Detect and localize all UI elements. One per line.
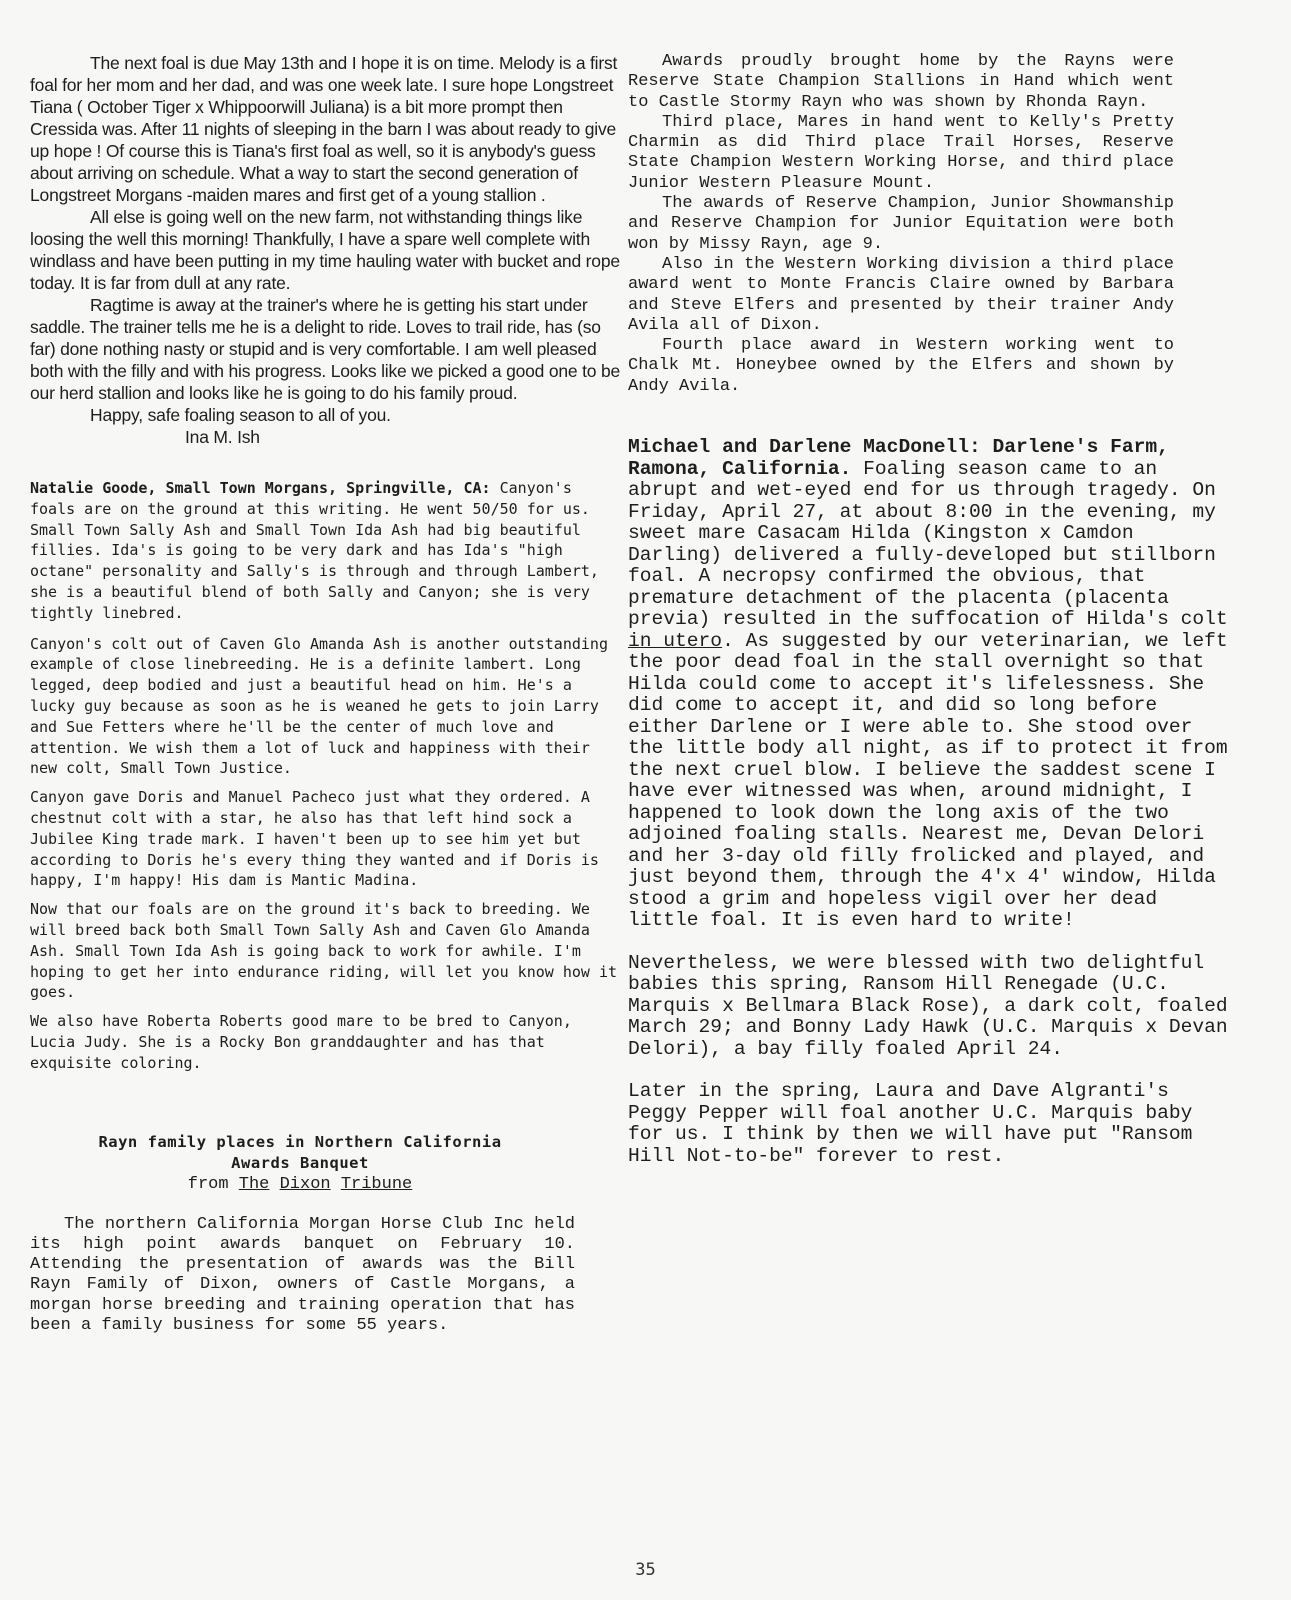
report-paragraph: Canyon gave Doris and Manuel Pacheco just what they ordered. A chestnut colt with a star, he also has that left hind sock a Jubilee King trade mark. I haven't been up to see him yet but according to Doris he's every thing they wanted and if Doris is happy, I'm happy! His dam is Mantic Madina.: [30, 788, 599, 890]
report-heading: Natalie Goode, Small Town Morgans, Springville, CA:: [30, 479, 491, 497]
letter-paragraph: The next foal is due May 13th and I hope it is on time. Melody is a first foal for her mom and her dad, and was one week late. I sure hope Longstreet Tiana ( October Tiger x Whippoorwill Juliana) is a bit more prompt then Cressida was. After 11 nights of sleeping in the barn I was about ready to give up hope ! Of course this is Tiana's first foal as well, so it is anybody's guess about arriving on schedule. What a way to start the second generation of Longstreet Morgans -maiden mares and first get of a young stallion .: [30, 53, 618, 205]
source-word: Dixon: [279, 1174, 331, 1194]
report-paragraph: We also have Roberta Roberts good mare to be bred to Canyon, Lucia Judy. She is a Rocky Bon granddaughter and has that exquisite coloring.: [30, 1012, 572, 1072]
report-emphasis: in utero: [628, 629, 723, 652]
left-column: [30, 52, 625, 1336]
page-number: 35: [635, 1560, 656, 1580]
right-column: [628, 52, 1254, 1188]
report-paragraph: Nevertheless, we were blessed with two delightful babies this spring, Ransom Hill Renegade (U.C. Marquis x Bellmara Black Rose), a dark colt, foaled March 29; and Bonny Lady Hawk (U.C. Marquis x Devan Delori), a bay filly foaled April 24.: [628, 951, 1228, 1060]
article-title: Awards Banquet: [231, 1153, 369, 1172]
report-paragraph: Now that our foals are on the ground it's back to breeding. We will breed back both Small Town Sally Ash and Caven Glo Amanda Ash. Small Town Ida Ash is going back to work for awhile. I'm hoping to get her into endurance riding, will let you know how it goes.: [30, 900, 617, 1002]
rayn-article-heading: [30, 1132, 570, 1195]
article-paragraph: Awards proudly brought home by the Rayns were Reserve State Champion Stallions in Hand which went to Castle Stormy Rayn who was shown by Rhonda Rayn.: [628, 52, 1174, 112]
report-paragraph: [30, 478, 625, 624]
article-paragraph: Fourth place award in Western working went to Chalk Mt. Honeybee owned by the Elfers and shown by Andy Avila.: [628, 336, 1174, 396]
source-from-label: from: [187, 1174, 229, 1194]
article-source: [30, 1174, 570, 1195]
letter-signature: Ina M. Ish: [185, 427, 260, 447]
source-word: The: [238, 1174, 270, 1194]
report-paragraph: Later in the spring, Laura and Dave Algranti's Peggy Pepper will foal another U.C. Marquis baby for us. I think by then we will have put "Ransom Hill Not-to-be" forever to rest.: [628, 1080, 1193, 1167]
report-paragraph: [628, 437, 1228, 932]
ina-ish-letter: [30, 52, 625, 448]
report-paragraph: Canyon's colt out of Caven Glo Amanda Ash is another outstanding example of close linebreeding. He is a definite lambert. Long legged, deep bodied and just a beautiful head on him. He's a lucky guy because as soon as he is weaned he gets to join Larry and Sue Fetters where he'll be the center of much love and attention. We wish them a lot of luck and happiness with their new colt, Small Town Justice.: [30, 634, 608, 778]
letter-paragraph: Ragtime is away at the trainer's where he is getting his start under saddle. The trainer tells me he is a delight to ride. Loves to trail ride, has (so far) done nothing nasty or stupid and is very comfortable. I am well pleased both with the filly and with his progress. Looks like we picked a good one to be our herd stallion and looks like he is going to do his family proud.: [30, 295, 621, 403]
article-paragraph: Third place, Mares in hand went to Kelly's Pretty Charmin as did Third place Trail Horses, Reserve State Champion Western Working Horse, and third place Junior Western Pleasure Mount.: [628, 112, 1174, 193]
rayn-article-continued: [628, 52, 1174, 397]
report-heading: Michael and Darlene MacDonell: Darlene's Farm, Ramona, California.: [628, 436, 1169, 480]
article-paragraph: The northern California Morgan Horse Club Inc held its high point awards banquet on February 10. Attending the presentation of awards was the Bill Rayn Family of Dixon, owners of Castle Morgans, a morgan horse breeding and training operation that has been a family business for some 55 years.: [30, 1214, 575, 1335]
source-word: Tribune: [340, 1174, 413, 1194]
article-title: Rayn family places in Northern California: [98, 1132, 502, 1151]
report-text: Foaling season came to an abrupt and wet-eyed end for us through tragedy. On Friday, April 27, at about 8:00 in the evening, my sweet mare Casacam Hilda (Kingston x Camdon Darling) delivered a fully-developed but stillborn foal. A necropsy confirmed the obvious, that premature detachment of the placenta (placenta previa) resulted in the suffocation of Hilda's colt: [628, 457, 1228, 631]
letter-paragraph: All else is going well on the new farm, not withstanding things like loosing the well this morning! Thankfully, I have a spare well complete with windlass and have been putting in my time hauling water with bucket and rope today. It is far from dull at any rate.: [30, 207, 620, 293]
goode-report: [30, 478, 625, 1074]
rayn-article-body: [30, 1215, 575, 1337]
macdonell-report: [628, 437, 1228, 1167]
article-paragraph: The awards of Reserve Champion, Junior Showmanship and Reserve Champion for Junior Equitation were both won by Missy Rayn, age 9.: [628, 194, 1174, 254]
report-text: Canyon's foals are on the ground at this writing. He went 50/50 for us. Small Town Sally Ash and Small Town Ida Ash had big beautiful fillies. Ida's is going to be very dark and has Ida's "high octane" personality and Sally's is through and through Lambert, she is a beautiful blend of both Sally and Canyon; she is very tightly linebred.: [30, 479, 599, 622]
letter-closing: Happy, safe foaling season to all of you.: [90, 405, 391, 425]
report-text: . As suggested by our veterinarian, we left the poor dead foal in the stall overnight so that Hilda could come to accept it's lifelessness. She did come to accept it, and did so long before either Darlene or I were able to. She stood over the little body all night, as if to protect it from the next cruel blow. I believe the saddest scene I have ever witnessed was when, around midnight, I happened to look down the long axis of the two adjoined foaling stalls. Nearest me, Devan Delori and her 3-day old filly frolicked and played, and just beyond them, through the 4'x 4' window, Hilda stood a grim and hopeless vigil over her dead little foal. It is even hard to write!: [628, 629, 1228, 932]
article-paragraph: Also in the Western Working division a third place award went to Monte Francis Claire owned by Barbara and Steve Elfers and presented by their trainer Andy Avila all of Dixon.: [628, 254, 1174, 335]
